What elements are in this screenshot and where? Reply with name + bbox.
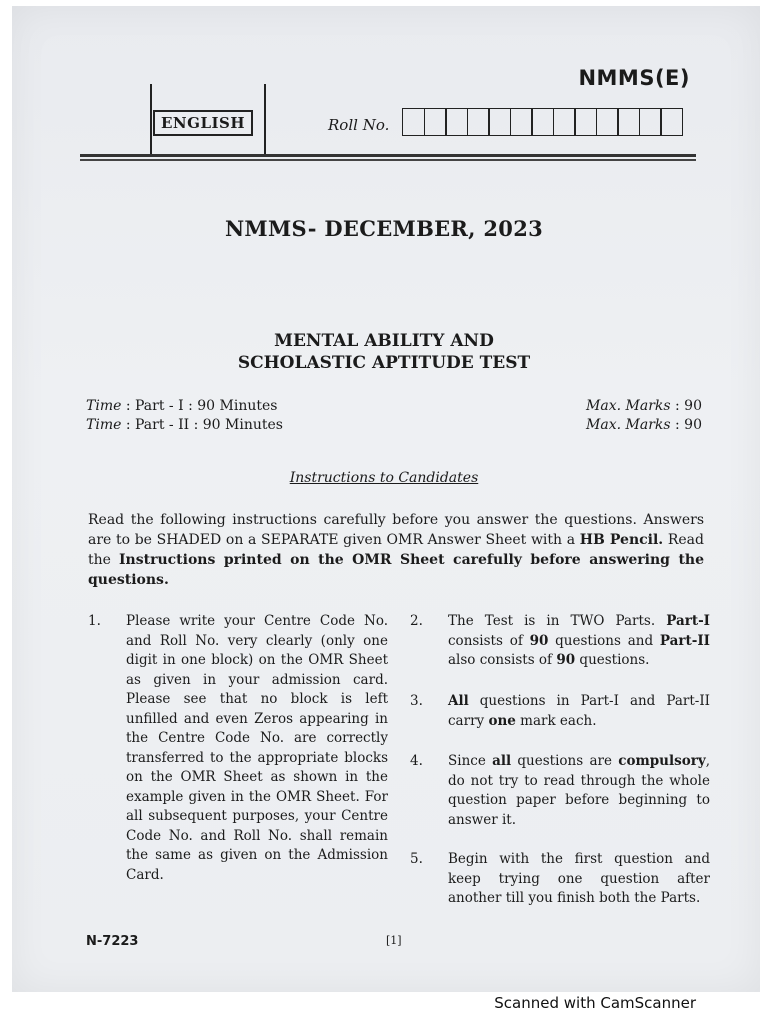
time-label: Time — [86, 398, 122, 414]
time-value: : Part - II : 90 Minutes — [125, 417, 283, 433]
paper-code: NMMS(E) — [578, 66, 690, 90]
instructions-heading: Instructions to Candidates — [289, 470, 479, 486]
intro-bold: HB Pencil. — [579, 532, 664, 548]
item-number: 3. — [410, 693, 423, 709]
intro-paragraph — [88, 510, 704, 590]
item-number: 5. — [410, 851, 423, 867]
intro-text: Read the — [88, 532, 704, 568]
roll-box — [467, 108, 490, 136]
item-number: 2. — [410, 613, 423, 629]
header-rule-thin — [80, 159, 696, 161]
max-marks-label: Max. Marks — [586, 417, 671, 433]
max-marks-value: : 90 — [675, 417, 702, 433]
roll-box — [596, 108, 619, 136]
max-marks-label: Max. Marks — [586, 398, 671, 414]
max-marks-value: : 90 — [675, 398, 702, 414]
roll-box — [639, 108, 662, 136]
roll-box — [574, 108, 597, 136]
item-text: Please write your Centre Code No. and Roll No. very clearly (only one digit in one block) on the OMR Sheet as given in your admission card. Please see that no block is left unfilled and even Zeros appearing in the Centre Code No. are correctly transferred to the appropriate blocks on the OMR Sheet as shown in the example given in the OMR Sheet. For all subsequent purposes, your Centre Code No. and Roll No. shall remain the same as given on the Admission Card. — [126, 613, 388, 883]
header-divider-left — [150, 84, 152, 154]
roll-box — [617, 108, 640, 136]
roll-box — [488, 108, 511, 136]
header-divider-right — [264, 84, 266, 154]
roll-box — [531, 108, 554, 136]
intro-text: Read the following instructions carefully before you answer the questions. Answers are to be SHADED on a SEPARATE given OMR Answer Sheet with a — [88, 512, 704, 548]
roll-box — [510, 108, 533, 136]
roll-box — [424, 108, 447, 136]
time-value: : Part - I : 90 Minutes — [125, 398, 278, 414]
exam-title: NMMS- DECEMBER, 2023 — [224, 216, 544, 241]
subtitle-line-1: MENTAL ABILITY AND — [274, 331, 494, 351]
item-text: Begin with the first question and keep trying one question after another till you finish both the Parts. — [448, 851, 710, 906]
roll-box — [660, 108, 683, 136]
subtitle-line-2: SCHOLASTIC APTITUDE TEST — [237, 353, 531, 373]
scanner-watermark: Scanned with CamScanner — [494, 994, 696, 1012]
footer-page-number: [1] — [386, 934, 402, 947]
roll-no-label: Roll No. — [328, 116, 390, 134]
item-number: 1. — [88, 613, 101, 629]
intro-bold: Instructions printed on the OMR Sheet carefully before answering the questions. — [88, 552, 704, 588]
roll-no-boxes — [402, 108, 682, 136]
item-number: 4. — [410, 753, 423, 769]
item-text: The Test is in TWO Parts. Part-I consists of 90 questions and Part-II also consists of 90 questions. — [448, 613, 710, 668]
roll-box — [553, 108, 576, 136]
time-label: Time — [86, 417, 122, 433]
roll-box — [402, 108, 425, 136]
roll-box — [445, 108, 468, 136]
header-rule — [80, 154, 696, 157]
exam-subtitle — [0, 330, 768, 374]
language-label: ENGLISH — [153, 110, 253, 136]
item-text: All questions in Part-I and Part-II carry one mark each. — [448, 693, 710, 729]
footer-paper-code: N-7223 — [86, 934, 139, 949]
item-text: Since all questions are compulsory, do not try to read through the whole question paper before beginning to answer it. — [448, 753, 710, 828]
